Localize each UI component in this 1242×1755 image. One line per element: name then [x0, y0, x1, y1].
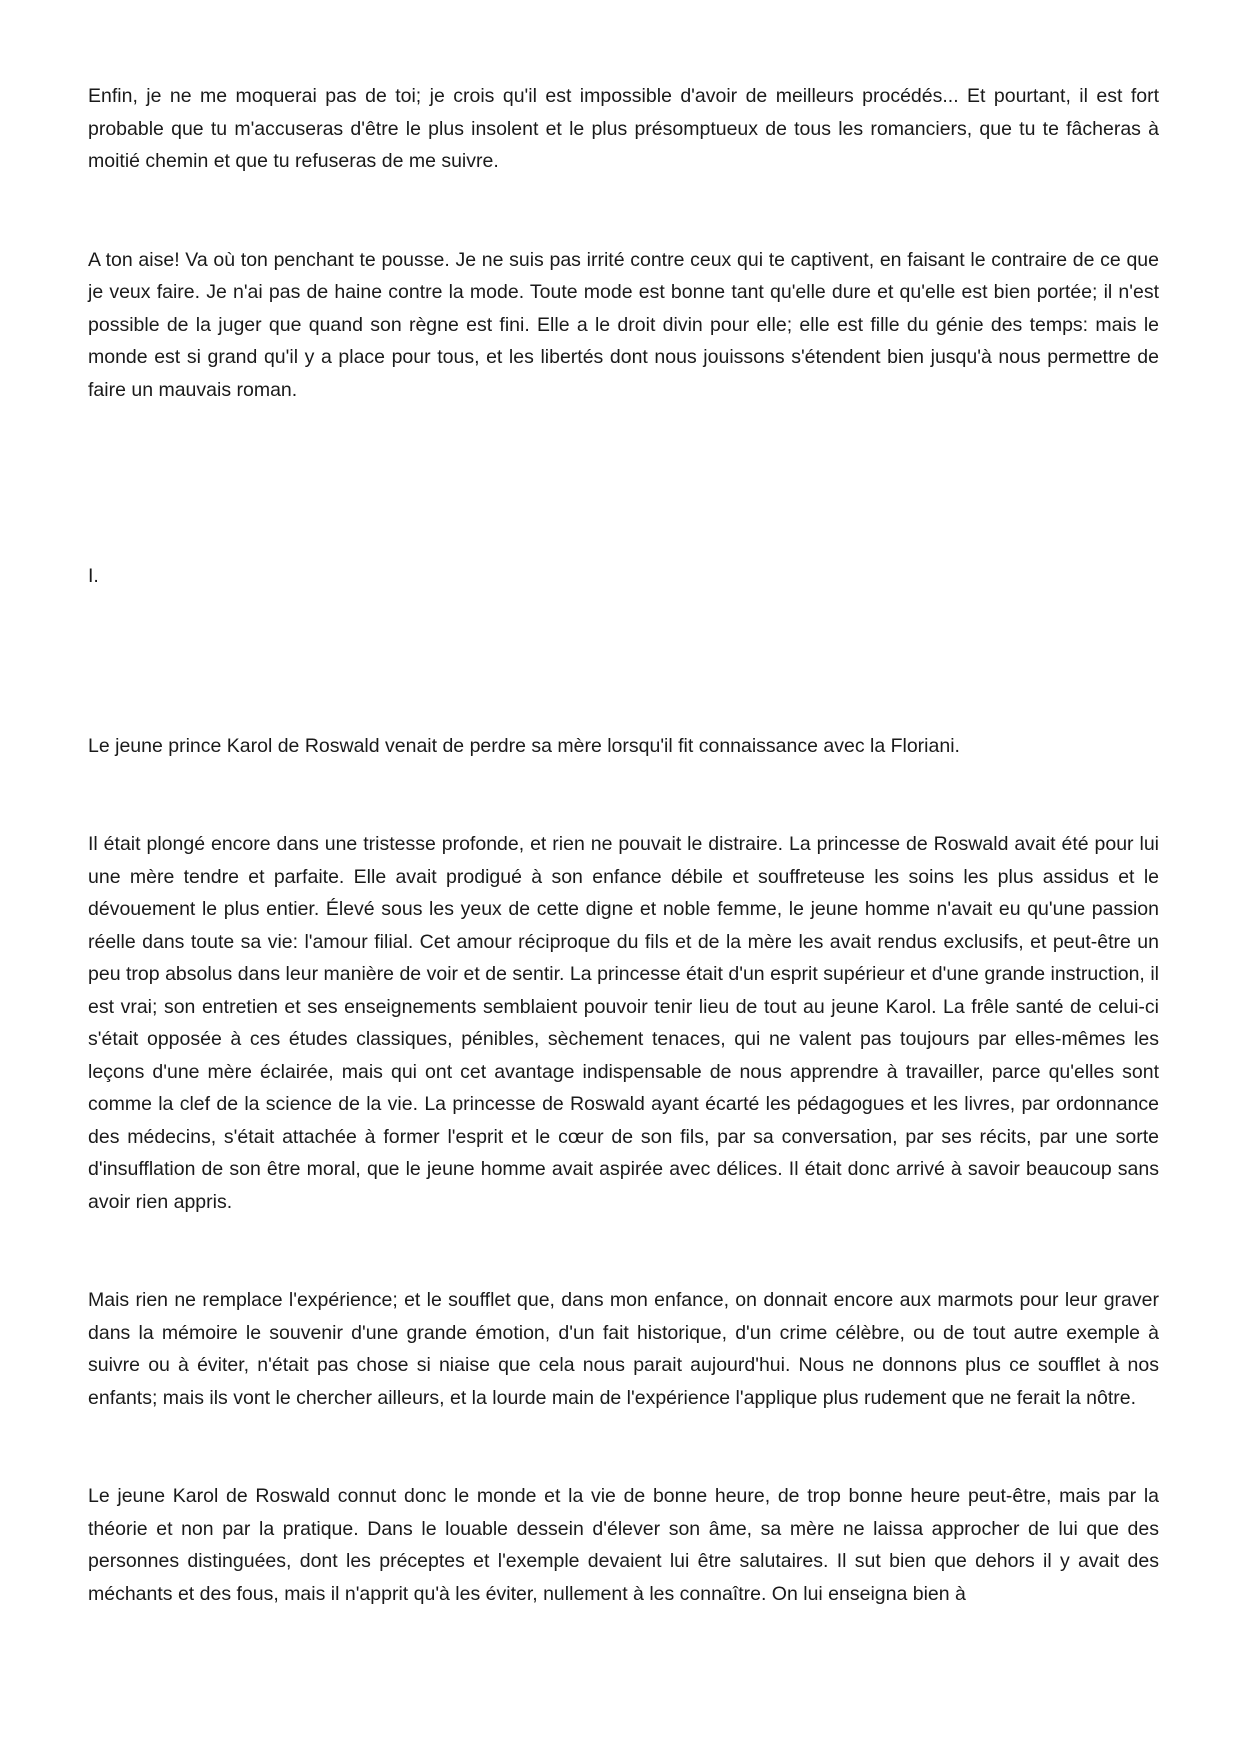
paragraph-experience: Mais rien ne remplace l'expérience; et le soufflet que, dans mon enfance, on donnait encore aux marmots pour leur graver dans la mémoire le souvenir d'une grande émotion, d'un fait historique, d'un crime célèbre, ou de tout autre exemple à suivre ou à éviter, n'était pas chose si niaise que cela nous parait aujourd'hui. Nous ne donnons plus ce soufflet à nos enfants; mais ils vont le chercher ailleurs, et la lourde main de l'expérience l'applique plus rudement que ne ferait la nôtre.	[88, 1289, 1159, 1409]
paragraph-spacer	[88, 762, 1159, 828]
chapter-heading: I.	[88, 565, 99, 587]
paragraph-intro: Enfin, je ne me moquerai pas de toi; je crois qu'il est impossible d'avoir de meilleurs procédés... Et pourtant, il est fort probable que tu m'accuseras d'être le plus insolent et le plus présomptueux de tous les romanciers, que tu te fâcheras à moitié chemin et que tu refuseras de me suivre.	[88, 85, 1159, 172]
paragraph-spacer	[88, 1414, 1159, 1480]
paragraph-spacer	[88, 1218, 1159, 1284]
paragraph-karol-world: Le jeune Karol de Roswald connut donc le monde et la vie de bonne heure, de trop bonne heure peut-être, mais par la théorie et non par la pratique. Dans le louable dessein d'élever son âme, sa mère ne laissa approcher de lui que des personnes distinguées, dont les préceptes et l'exemple devaient lui être salutaires. Il sut bien que dehors il y avait des méchants et des fous, mais il n'apprit qu'à les éviter, nullement à les connaître. On lui enseigna bien à	[88, 1485, 1159, 1605]
section-spacer	[88, 593, 1159, 730]
paragraph-spacer	[88, 178, 1159, 244]
paragraph-princess: Il était plongé encore dans une tristesse profonde, et rien ne pouvait le distraire. La princesse de Roswald avait été pour lui une mère tendre et parfaite. Elle avait prodigué à son enfance débile et souffreteuse les soins les plus assidus et le dévouement le plus entier. Élevé sous les yeux de cette digne et noble femme, le jeune homme n'avait eu qu'une passion réelle dans toute sa vie: l'amour filial. Cet amour réciproque du fils et de la mère les avait rendus exclusifs, et peut-être un peu trop absolus dans leur manière de voir et de sentir. La princesse était d'un esprit supérieur et d'une grande instruction, il est vrai; son entretien et ses enseignements semblaient pouvoir tenir lieu de tout au jeune Karol. La frêle santé de celui-ci s'était opposée à ces études classiques, pénibles, sèchement tenaces, qui ne valent pas toujours par elles-mêmes les leçons d'une mère éclairée, mais qui ont cet avantage indispensable de nous apprendre à travailler, parce qu'elles sont comme la clef de la science de la vie. La princesse de Roswald ayant écarté les pédagogues et les livres, par ordonnance des médecins, s'était attachée à former l'esprit et le cœur de son fils, par sa conversation, par ses récits, par une sorte d'insufflation de son être moral, que le jeune homme avait aspirée avec délices. Il était donc arrivé à savoir beaucoup sans avoir rien appris.	[88, 833, 1159, 1213]
section-spacer	[88, 406, 1159, 560]
document-page	[88, 80, 1159, 1610]
paragraph-karol-intro: Le jeune prince Karol de Roswald venait de perdre sa mère lorsqu'il fit connaissance avec la Floriani.	[88, 734, 960, 757]
paragraph-mode: A ton aise! Va où ton penchant te pousse. Je ne suis pas irrité contre ceux qui te captivent, en faisant le contraire de ce que je veux faire. Je n'ai pas de haine contre la mode. Toute mode est bonne tant qu'elle dure et qu'elle est bien portée; il n'est possible de la juger que quand son règne est fini. Elle a le droit divin pour elle; elle est fille du génie des temps: mais le monde est si grand qu'il y a place pour tous, et les libertés dont nous jouissons s'étendent bien jusqu'à nous permettre de faire un mauvais roman.	[88, 248, 1159, 401]
